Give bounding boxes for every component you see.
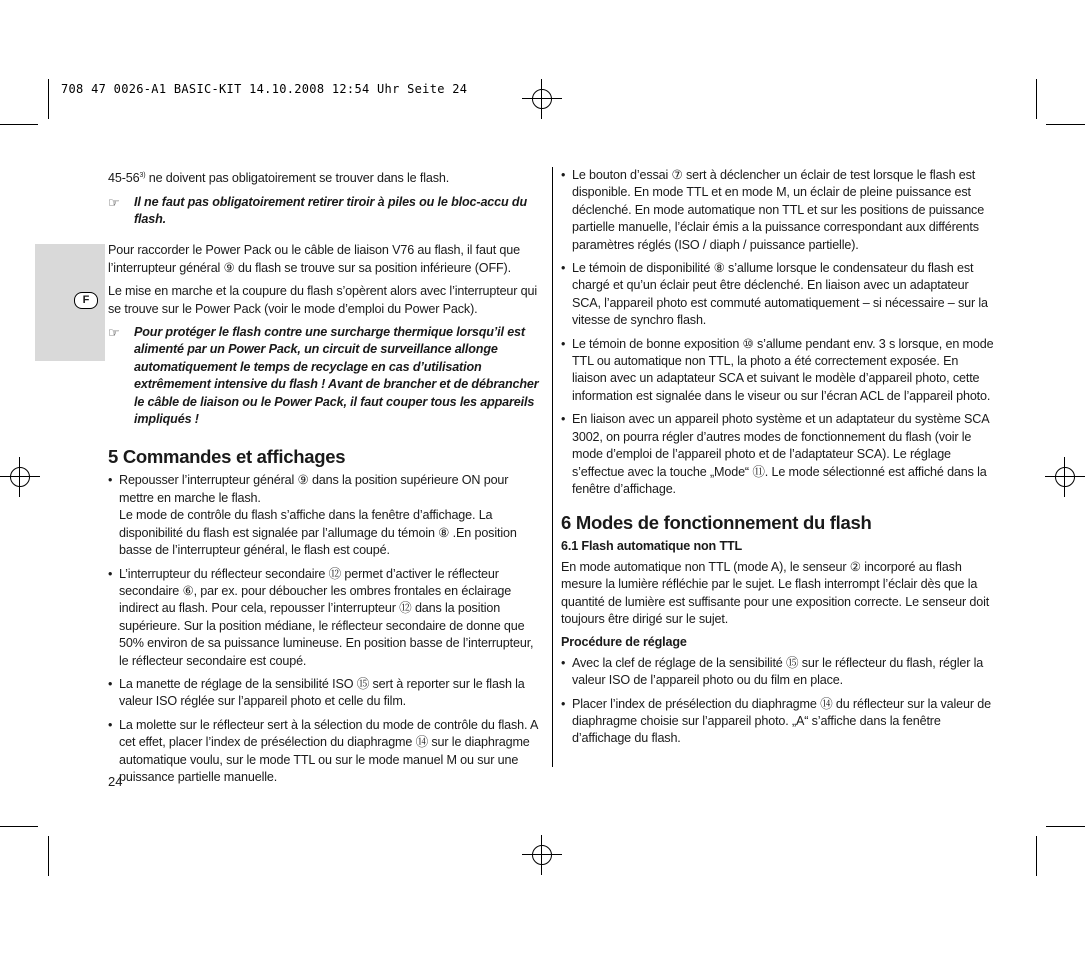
language-badge: F [74,292,98,309]
paragraph: Pour raccorder le Power Pack ou le câble de liaison V76 au flash, il faut que l’interrupteur général ⑨ du flash se trouve sur sa position inférieure (OFF). [108,243,520,275]
crop-mark [1036,836,1037,876]
note: ☞ Il ne faut pas obligatoirement retirer tiroir à piles ou le bloc-accu du flash. [108,194,527,226]
page-number: 24 [108,774,123,789]
pointing-hand-icon: ☞ [108,194,120,210]
list-item: • L’interrupteur du réflecteur secondaire ⑫ permet d’activer le réflecteur secondaire ⑥, par ex. pour déboucher les ombres frontales en éclairage indirect au flash. Pour cela, repousser l’interrupteur ⑫ dans la position supérieure. Sur la position médiane, le réflecteur secondaire de donne que 50% environ de sa puissance lumineuse. En position basse de l’interrupteur, le réflecteur secondaire est coupé. [108,566,544,670]
crop-mark [0,124,38,125]
list-item: • Avec la clef de réglage de la sensibilité ⑮ sur le réflecteur du flash, régler la valeur ISO de l’appareil photo ou du film en place. [561,655,995,690]
list-item: • Le témoin de bonne exposition ⑩ s’allume pendant env. 3 s lorsque, en mode TTL ou automatique non TTL, la photo a été correctement exposée. En liaison avec un adaptateur SCA et suivant le modèle d’appareil photo, cette information est signalée dans le viseur ou sur l’écran ACL de l’appareil photo. [561,336,995,406]
list-item: • Le bouton d’essai ⑦ sert à déclencher un éclair de test lorsque le flash est disponible. En mode TTL et en mode M, un éclair de pleine puissance est déclenché. En mode automatique non TTL et sur les positions de puissance partielle manuelle, l’éclair émis a la puissance correspondant aux différents paramètres réglés (ISO / diaph / puissance partielle). [561,167,995,254]
list-item: • La molette sur le réflecteur sert à la sélection du mode de contrôle du flash. A cet effet, placer l’index de présélection du diaphragme ⑭ sur le diaphragme automatique voulu, sur le mode TTL ou sur le mode manuel M ou sur une puissance partielle manuelle. [108,717,544,787]
right-column [561,167,995,754]
crop-mark [1046,826,1085,827]
crop-mark [48,79,49,119]
registration-mark-right [1045,457,1085,497]
subsection-title: 6.1 Flash automatique non TTL [561,539,743,554]
procedure-title: Procédure de réglage [561,635,687,650]
list-item: • En liaison avec un appareil photo système et un adaptateur du système SCA 3002, on pourra régler d’autres modes de fonctionnement du flash (voir le mode d’emploi de l’appareil photo et de l’adaptateur SCA). Le réglage s’effectue avec la touche „Mode“ ⑪. Le mode sélectionné est affiché dans la fenêtre d’affichage. [561,411,995,498]
crop-mark [1036,79,1037,119]
section-5-title: 5 Commandes et affichages [108,446,346,468]
warning-note: ☞ Pour protéger le flash contre une surcharge thermique lorsqu’il est alimenté par un Power Pack, un circuit de surveillance allonge automatiquement le temps de recyclage en cas d’utilisation extrêmement intensive du flash ! Avant de brancher et de débrancher le câble de liaison ou le Power Pack, il faut couper tous les appareils impliqués ! [108,325,539,427]
left-column [108,167,544,792]
pointing-hand-icon: ☞ [108,325,120,341]
print-slug: 708 47 0026-A1 BASIC-KIT 14.10.2008 12:54 Uhr Seite 24 [61,82,468,96]
registration-mark-bottom [522,835,562,875]
list-item: • Repousser l’interrupteur général ⑨ dans la position supérieure ON pour mettre en marche le flash. Le mode de contrôle du flash s’affiche dans la fenêtre d’affichage. La disponibilité du flash est signalée par l’allumage du témoin ⑧ .En position basse de l’interrupteur général, le flash est coupé. [108,472,544,559]
crop-mark [0,826,38,827]
paragraph: En mode automatique non TTL (mode A), le senseur ② incorporé au flash mesure la lumière réfléchie par le sujet. Le flash interrompt l’éclair dès que la quantité de lumière est suffisante pour une exposition correcte. Le senseur doit toujours être dirigé sur le sujet. [561,559,990,626]
list-item: • Placer l’index de présélection du diaphragme ⑭ du réflecteur sur la valeur de diaphragme choisie sur l’appareil photo. „A“ s’affiche dans la fenêtre d’affichage du flash. [561,696,995,748]
section-6-title: 6 Modes de fonctionnement du flash [561,512,872,534]
registration-mark-left [0,457,40,497]
paragraph: 45-56$^{3)}$ ne doivent pas obligatoirement se trouver dans le flash. [108,171,450,186]
column-divider [552,167,553,767]
list-item: • Le témoin de disponibilité ⑧ s’allume lorsque le condensateur du flash est chargé et qu’un éclair peut être déclenché. En liaison avec un adaptateur SCA, l’appareil photo est commuté automatiquement – si nécessaire – sur la vitesse de synchro flash. [561,260,995,330]
crop-mark [48,836,49,876]
crop-mark [1046,124,1085,125]
paragraph: Le mise en marche et la coupure du flash s’opèrent alors avec l’interrupteur qui se trouve sur le Power Pack (voir le mode d’emploi du Power Pack). [108,284,538,316]
registration-mark-top [522,79,562,119]
list-item: • La manette de réglage de la sensibilité ISO ⑮ sert à reporter sur le flash la valeur ISO réglée sur l’appareil photo et celle du film. [108,676,544,711]
